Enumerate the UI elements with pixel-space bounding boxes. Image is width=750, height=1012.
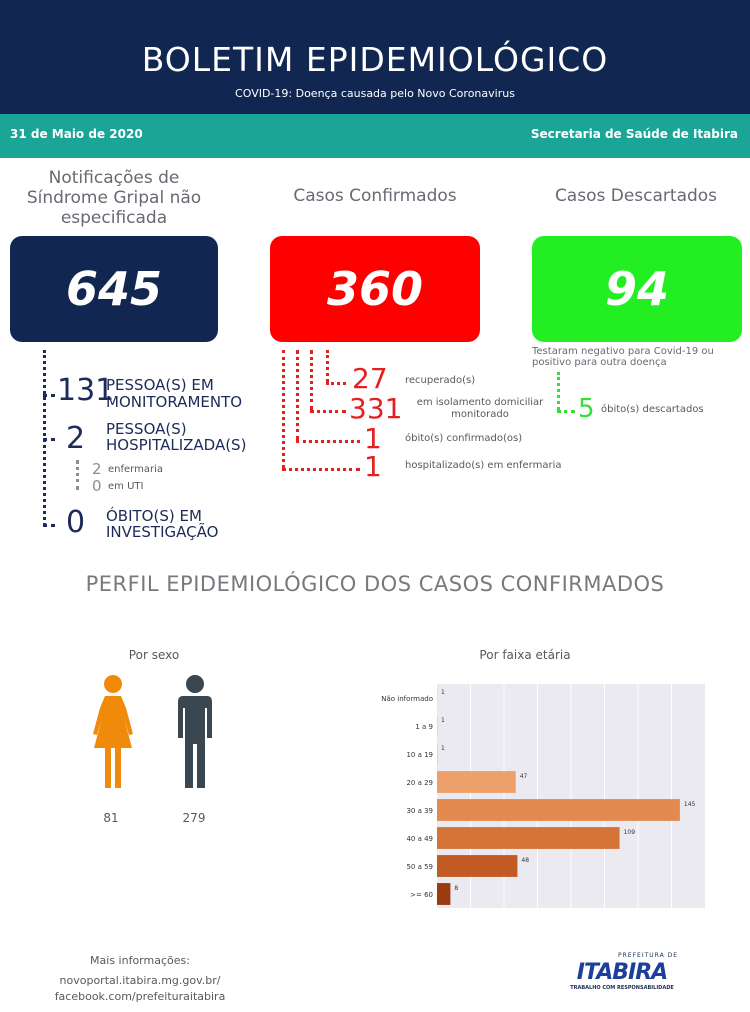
age-bar (437, 715, 438, 737)
discarded-count-box: 94 (532, 236, 742, 342)
page-title: BOLETIM EPIDEMIOLÓGICO (141, 40, 609, 79)
hospital-value: 1 (364, 450, 382, 483)
connector-branch (43, 524, 55, 527)
department-name: Secretaria de Saúde de Itabira (530, 127, 738, 141)
page-subtitle: COVID-19: Doença causada pelo Novo Coronavirus (235, 87, 515, 100)
age-tick-label: 20 a 29 (406, 779, 433, 787)
age-value-label: 8 (454, 885, 459, 893)
discarded-title: Casos Descartados (554, 186, 718, 206)
age-value-label: 47 (519, 773, 528, 781)
report-date: 31 de Maio de 2020 (10, 127, 143, 141)
male-count: 279 (182, 811, 206, 825)
age-bar (437, 799, 680, 821)
age-tick-label: 50 a 59 (406, 863, 433, 871)
hospital-label: hospitalizado(s) em enfermaria (405, 460, 562, 471)
age-bar-chart (375, 680, 715, 912)
age-chart-title: Por faixa etária (479, 648, 571, 662)
deaths-investigation-value: 0 (66, 505, 86, 540)
notifications-title: Notificações de Síndrome Gripal não especificada (26, 168, 202, 228)
age-value-label: 145 (683, 801, 696, 809)
logo-slogan: TRABALHO COM RESPONSABILIDADE (570, 985, 674, 991)
confirmed-connector (326, 350, 329, 382)
profile-section-title: PERFIL EPIDEMIOLÓGICO DOS CASOS CONFIRMADOS (85, 572, 665, 596)
isolation-value: 331 (349, 392, 403, 425)
age-tick-label: Não informado (381, 695, 433, 703)
icu-label: em UTI (108, 481, 144, 492)
confirmed-connector (310, 350, 313, 410)
age-bar (437, 883, 450, 905)
female-icon (88, 672, 138, 792)
age-tick-label: >= 60 (410, 891, 433, 899)
facebook-link[interactable]: facebook.com/prefeituraitabira (54, 990, 226, 1003)
age-value-label: 1 (441, 745, 445, 753)
sex-chart-title: Por sexo (128, 648, 180, 662)
age-value-label: 48 (521, 857, 530, 865)
isolation-label: em isolamento domiciliar monitorado (416, 397, 544, 420)
confirmed-connector (282, 350, 285, 468)
recovered-label: recuperado(s) (405, 375, 476, 386)
connector-branch (282, 468, 360, 471)
recovered-value: 27 (352, 362, 388, 395)
age-value-label: 109 (623, 829, 636, 837)
age-tick-label: 40 a 49 (406, 835, 433, 843)
age-bar (437, 855, 517, 877)
female-count: 81 (103, 811, 119, 825)
age-value-label: 1 (441, 717, 445, 725)
confirmed-deaths-label: óbito(s) confirmado(os) (405, 433, 523, 444)
connector-branch (310, 410, 346, 413)
discarded-connector (557, 372, 560, 410)
discarded-note: Testaram negativo para Covid-19 ou positivo para outra doença (532, 346, 714, 368)
website-link[interactable]: novoportal.itabira.mg.gov.br/ (59, 974, 221, 987)
hospitalized-connector (76, 460, 79, 490)
age-bar (437, 827, 620, 849)
age-bar (437, 743, 438, 765)
confirmed-deaths-value: 1 (364, 422, 382, 455)
male-icon (170, 672, 220, 792)
monitoring-label: PESSOA(S) EM MONITORAMENTO (106, 376, 243, 411)
age-value-label: 1 (441, 689, 445, 697)
itabira-logo: ITABIRA (576, 960, 668, 985)
logo-prefix: PREFEITURA DE (618, 952, 678, 959)
hospitalized-label: PESSOA(S) HOSPITALIZADA(S) (106, 420, 247, 454)
connector-branch (43, 438, 55, 441)
icu-value: 0 (92, 477, 102, 495)
ward-label: enfermaria (108, 464, 163, 475)
age-tick-label: 1 a 9 (415, 723, 433, 731)
discarded-deaths-label: óbito(s) descartados (601, 404, 704, 415)
notifications-count-box: 645 (10, 236, 218, 342)
ward-value: 2 (92, 460, 102, 478)
connector-branch (326, 382, 346, 385)
age-tick-label: 10 a 19 (406, 751, 433, 759)
confirmed-title: Casos Confirmados (293, 186, 457, 206)
more-info-label: Mais informações: (90, 954, 190, 967)
age-bar (437, 771, 516, 793)
deaths-investigation-label: ÓBITO(S) EM INVESTIGAÇÃO (106, 507, 219, 541)
connector-branch (557, 410, 575, 413)
discarded-deaths-value: 5 (578, 394, 595, 424)
confirmed-connector (296, 350, 299, 440)
connector-branch (43, 394, 55, 397)
age-tick-label: 30 a 39 (406, 807, 433, 815)
hospitalized-value: 2 (66, 421, 86, 456)
confirmed-count-box: 360 (270, 236, 480, 342)
age-bar (437, 687, 438, 709)
monitoring-value: 131 (57, 373, 115, 408)
connector-branch (296, 440, 360, 443)
